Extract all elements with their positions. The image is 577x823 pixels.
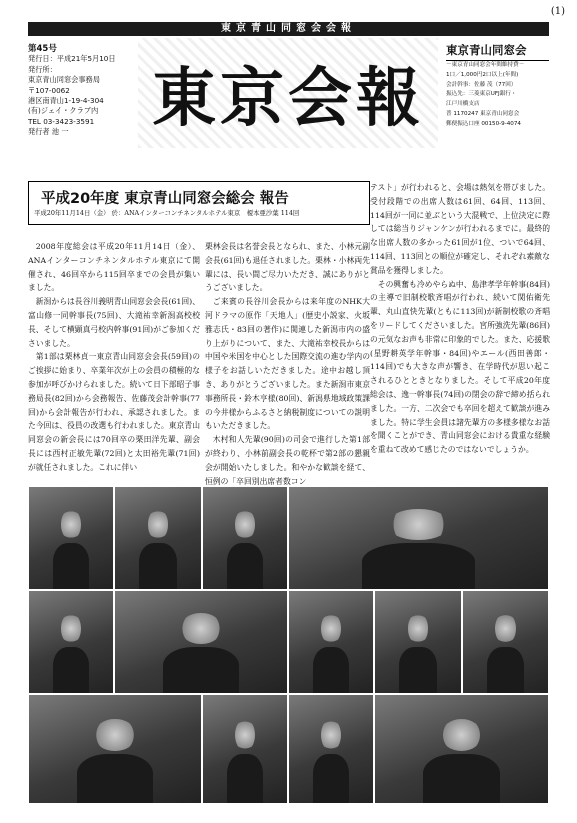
fee-line: 普 1170247 東京青山同窓会 <box>446 110 520 117</box>
article-column-right <box>370 181 550 457</box>
event-photo <box>202 486 288 590</box>
fee-line: 郵便振込口座 00150-9-4074 <box>446 120 521 127</box>
paragraph: 新潟からは長谷川義明青山同窓会会長(61回)、富山修一同幹事長(75回)、大滝祐幸新潟高校校長、そして横顕真弓校内幹事(91回)がご参加くださいました。 <box>28 297 200 348</box>
event-photo <box>114 590 288 694</box>
fee-line: 会計幹事：佐藤 茂（77回） <box>446 81 517 88</box>
event-photo <box>28 694 202 804</box>
photo-collage <box>28 486 549 804</box>
event-photo <box>114 486 202 590</box>
article-headline-box <box>28 181 370 225</box>
article-title: 平成20年度 東京青山同窓会総会 報告 <box>41 191 289 207</box>
article-column-2 <box>205 240 370 488</box>
event-photo <box>288 694 374 804</box>
paragraph: その興奮も冷めやらぬ中、島津孝学年幹事(84回)の主導で旧制校歌斉唱が行われ、続いて関佑衛先輩、丸山直快先輩(ともに113回)が新制校歌の斉唱をリードしてくださいました。宮所強洗先輩(86回)の元気なお声も非常に印象的でした。また、応援歌(星野耕英学年幹事・84回)やエール(西田善郎・114回)でも大きな声が響き、在学時代が思い起こされるひとときとなりました。そして平成20年度総会は、逸一幹事長(74回)の閉会の辞で締め括られました。一方、二次会でも卒回を超えて歓談が進みました。特に学生会員は諸先輩方の多様多様なお話を聞くことができ、青山同窓会における貴重な経験を重ねて改めて感じたのではないでしょうか。 <box>370 279 550 455</box>
fee-line: －東京青山同窓会年間維持費－ <box>446 62 525 68</box>
info-line: 第45号 <box>28 44 57 54</box>
top-banner: 東京青山同窓会会報 <box>28 22 549 36</box>
info-line: 発行所： <box>28 64 57 74</box>
event-photo <box>374 590 462 694</box>
paragraph: 第1部は栗林貞一東京青山同窓会会長(59回)のご挨拶に始まり、卒業年次が上の会員の積極的な参加が呼びかけられました。続いて日下部昭子事務局長(82回)から会務報告、佐藤茂会計幹事(77回)から会計報告が行われ、承認されました。また今回は、役員の改選も行われました。東京青山同窓会の新会長には70回卒の栗田洋先輩、副会長には西村正敏先輩(72回)と太田裕先輩(71回)が就任されました。これに伴い <box>28 352 200 472</box>
membership-info <box>446 42 549 130</box>
info-line: 〒107-0062 <box>28 85 70 95</box>
logo-text: 東京会報 <box>152 61 424 136</box>
info-line: 発行者 池 一 <box>28 127 69 137</box>
event-photo <box>374 694 549 804</box>
event-photo <box>28 590 114 694</box>
event-photo <box>202 694 288 804</box>
article-subtitle: 平成20年11月14日（金） 於：ANAインターコンチネンタルホテル東京 榎本亜沙葉 114回 <box>34 209 300 217</box>
fee-line: 江戸川橋支店 <box>446 101 480 108</box>
publication-info <box>28 44 128 138</box>
paragraph: 2008年度総会は平成20年11月14日（金）、ANAインターコンチネンタルホテル東京にて開催され、46回卒から115回卒までの会員が集いました。 <box>28 242 200 293</box>
masthead-logo <box>138 38 438 148</box>
event-photo <box>288 590 374 694</box>
fee-line: 1口／1,000円2口以上(年間) <box>446 71 519 78</box>
info-line: 港区南青山1-19-4-304 <box>28 96 104 106</box>
paragraph: テスト」が行われると、会場は熱気を帯びました。受付段階での出席人数は61回、64回、113回、114回が一同に並ぶという大混戦で、上位決定に際しては総当りジャンケンが行われるまでに。最終的な出席人数の多かった61回が1位、ついで64回、114回、113回との順位が確定し、それぞれ素敵な賞品を獲得しました。 <box>370 183 550 275</box>
paragraph: ご来賓の長谷川会長からは来年度のNHK大河ドラマの原作「天地人」(歴史小説家、火坂雅志氏・83回の著作)に関連した新潟市内の盛り上がりについて、また、大滝祐幸校長からは中国や米国を中心とした国際交流の進む学内の様子をお話しいただきました。途中お越し頂き、ありがとうございました。また新潟市東京事務所長・鈴木亨様(80回)、新潟県地域政策課の今井様からふるさと納税制度についての説明もいただきました。 <box>205 297 370 431</box>
paragraph: 木村和人先輩(90回)の司会で進行した第1部が終わり、小林前副会長の乾杯で第2部の懇親会が開始いたしました。和やかな歓談を経て、恒例の「卒回別出席者数コン <box>205 435 370 486</box>
article-column-1 <box>28 240 200 475</box>
info-line: TEL 03-3423-3591 <box>28 116 95 126</box>
info-line: 発行日：平成21年5月10日 <box>28 54 116 64</box>
page-number: (1) <box>550 6 565 17</box>
paragraph: 栗林会長は名誉会長となられ、また、小林元副会長(61回)も退任されました。栗林・小林両先輩には、長い間ご尽力いただき、誠にありがとうございました。 <box>205 242 370 293</box>
fee-line: 振込先：三菱東京UFJ銀行・ <box>446 91 517 98</box>
info-line: (有)ジェイ・クラブ内 <box>28 106 99 116</box>
event-photo <box>288 486 549 590</box>
event-photo <box>28 486 114 590</box>
info-line: 東京青山同窓会事務局 <box>28 75 100 85</box>
masthead <box>28 38 549 158</box>
association-name: 東京青山同窓会 <box>446 42 549 61</box>
event-photo <box>462 590 549 694</box>
